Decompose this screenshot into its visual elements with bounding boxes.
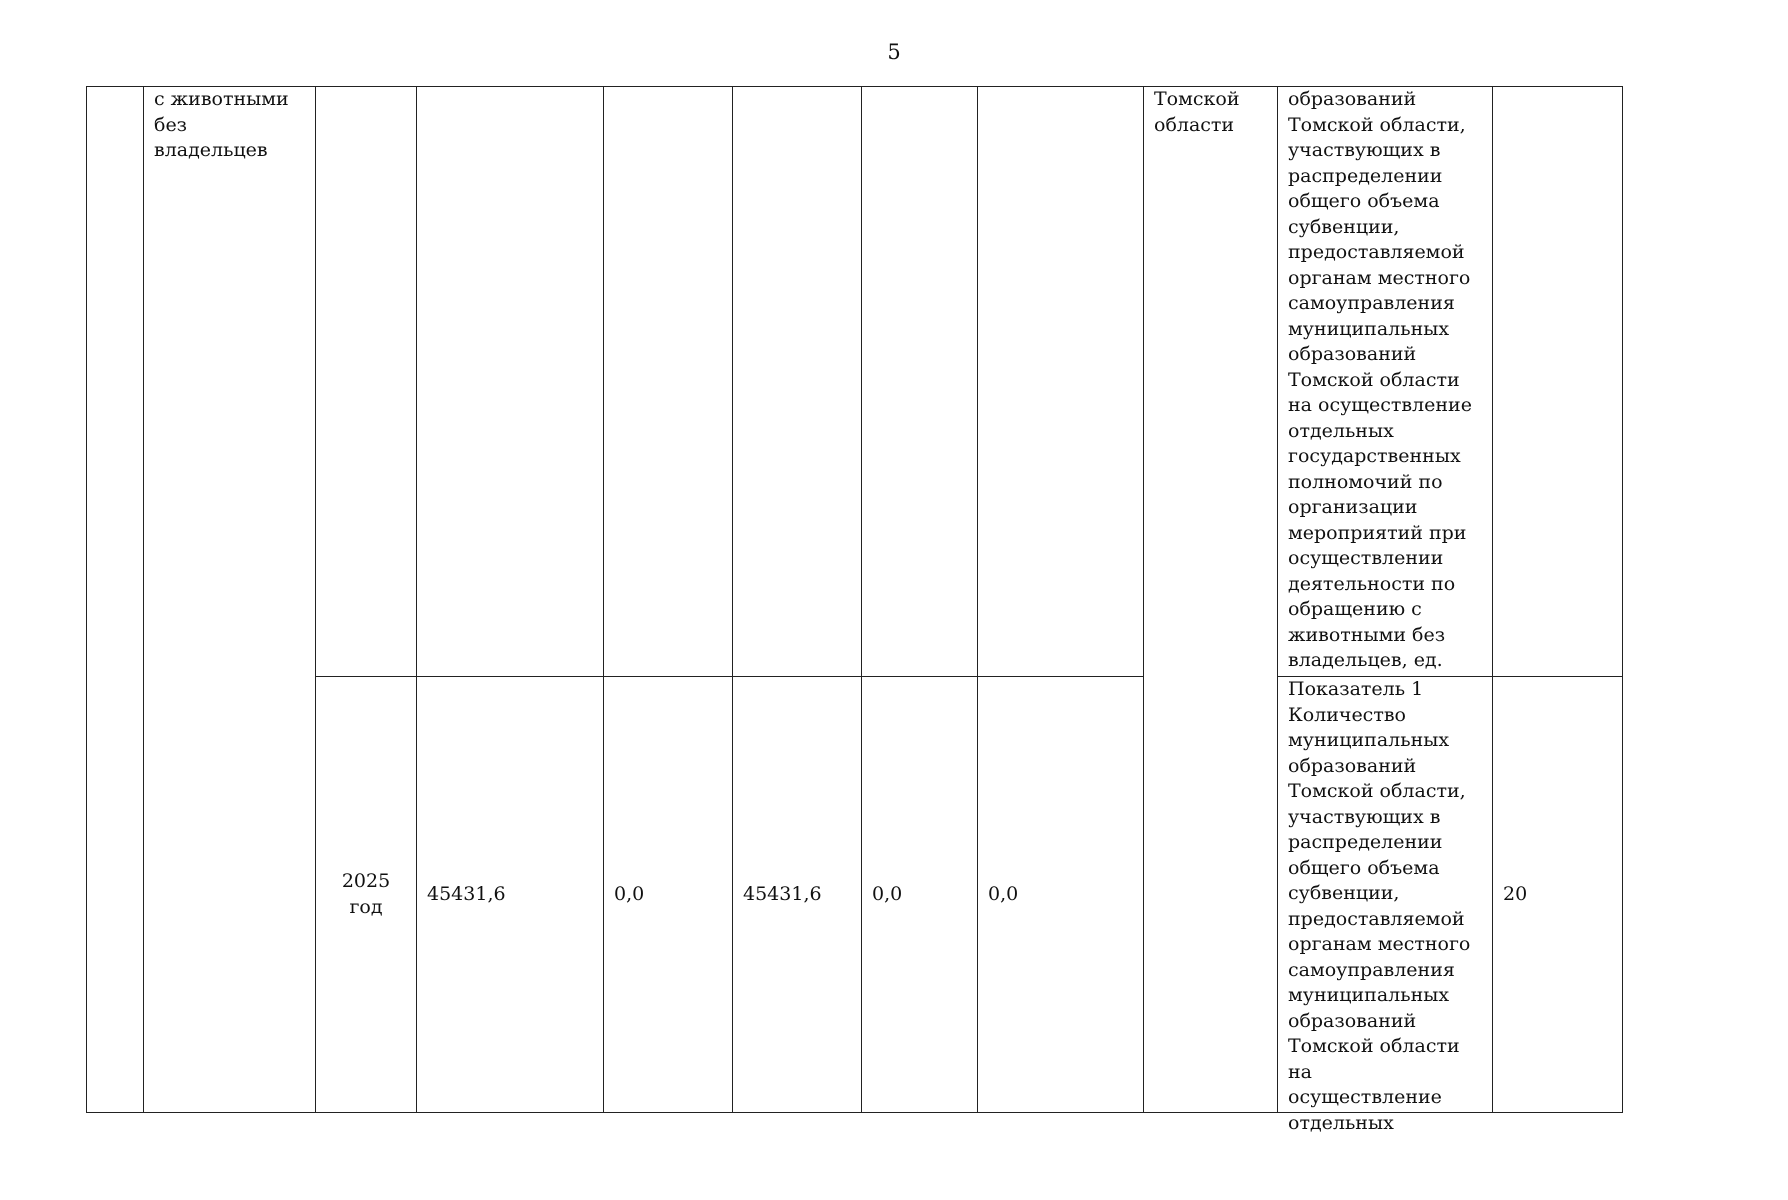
cell-regional xyxy=(733,87,862,677)
cell-indicator: образований Томской области, участвующих в распределении общего объема субвенции, предоставляемой органам местного самоуправления муниципальных образований Томской области на осуществление отдельных государственных полномочий по организации мероприятий при осуществлении деятельности по обращению с животными без владельцев, ед. xyxy=(1278,87,1493,677)
cell-federal xyxy=(604,87,733,677)
cell-period xyxy=(316,87,417,677)
table-row xyxy=(87,677,1623,1113)
cell-federal: 0,0 xyxy=(604,677,733,1113)
cell-local xyxy=(862,87,978,677)
cell-indicator-value xyxy=(1493,87,1623,677)
cell-executor: Томской области xyxy=(1144,87,1278,1113)
cell-row-number xyxy=(87,87,144,1113)
table-row xyxy=(87,87,1623,677)
cell-indicator: Показатель 1 Количество муниципальных образований Томской области, участвующих в распределении общего объема субвенции, предоставляемой органам местного самоуправления муниципальных образований Томской области на осуществление отдельных xyxy=(1278,677,1493,1113)
cell-regional: 45431,6 xyxy=(733,677,862,1113)
page-number: 5 xyxy=(887,40,901,64)
program-table xyxy=(86,86,1623,1134)
cell-period: 2025 год xyxy=(316,677,417,1113)
cell-other xyxy=(978,87,1144,677)
cell-local: 0,0 xyxy=(862,677,978,1113)
cell-total: 45431,6 xyxy=(417,677,604,1113)
cell-total xyxy=(417,87,604,677)
cell-indicator-value: 20 xyxy=(1493,677,1623,1113)
cell-other: 0,0 xyxy=(978,677,1144,1113)
cell-measure-name: с животными без владельцев xyxy=(144,87,316,1113)
